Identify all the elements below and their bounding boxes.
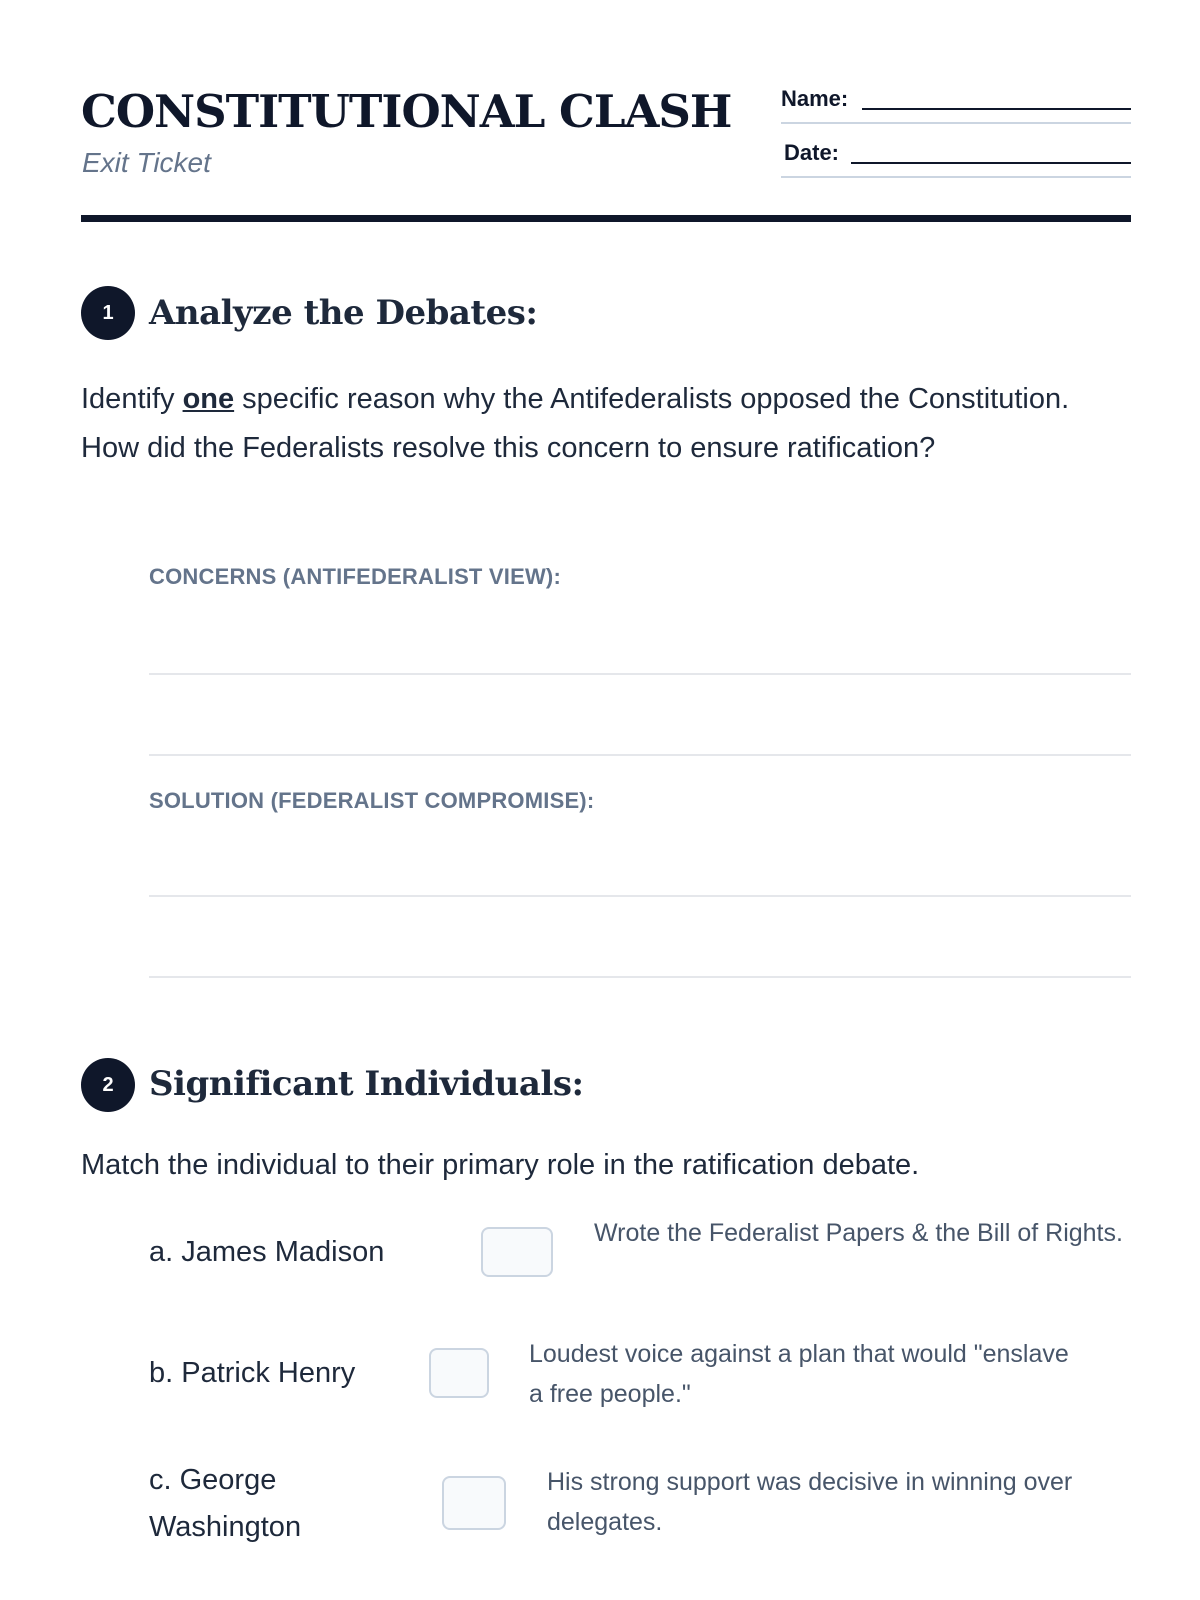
question-2-prompt: Match the individual to their primary role in the ratification debate. [81,1149,920,1181]
match-person-madison: a. James Madison [149,1236,385,1268]
match-role-c: His strong support was decisive in winning over delegates. [547,1468,1073,1536]
solution-label: SOLUTION (FEDERALIST COMPROMISE): [149,788,595,813]
name-underline [862,108,1131,110]
question-1-title: Analyze the Debates: [149,293,538,333]
prompt-emphasis: one [182,383,235,415]
question-1-prompt [81,375,1131,473]
match-answer-box-c[interactable] [442,1476,506,1530]
prompt-text-start: Identify [81,383,183,415]
header-divider [81,215,1131,222]
date-label: Date: [784,140,840,165]
concerns-answer-line-1[interactable] [149,673,1131,675]
solution-answer-line-1[interactable] [149,895,1131,897]
name-label: Name: [781,86,849,111]
prompt-text-end: specific reason why the Antifederalists opposed the Constitution. How did the Federalists resolve this concern to ensure ratification? [81,383,1070,464]
question-1-badge: 1 [81,286,135,340]
match-person-henry: b. Patrick Henry [149,1357,356,1389]
page-subtitle: Exit Ticket [82,147,211,178]
solution-answer-line-2[interactable] [149,976,1131,978]
match-person-washington: c. George Washington [149,1464,302,1543]
date-field[interactable] [781,140,1131,178]
concerns-label: CONCERNS (ANTIFEDERALIST VIEW): [149,564,561,589]
question-2-badge: 2 [81,1058,135,1112]
name-field[interactable] [781,86,1131,124]
page-title: CONSTITUTIONAL CLASH [81,85,732,138]
question-2-title: Significant Individuals: [149,1064,584,1104]
date-underline [851,162,1131,164]
match-role-b: Loudest voice against a plan that would "enslave a free people." [529,1340,1069,1408]
concerns-answer-line-2[interactable] [149,754,1131,756]
match-answer-box-b[interactable] [429,1348,489,1398]
match-answer-box-a[interactable] [481,1227,553,1277]
match-role-a: Wrote the Federalist Papers & the Bill of Rights. [594,1219,1123,1247]
